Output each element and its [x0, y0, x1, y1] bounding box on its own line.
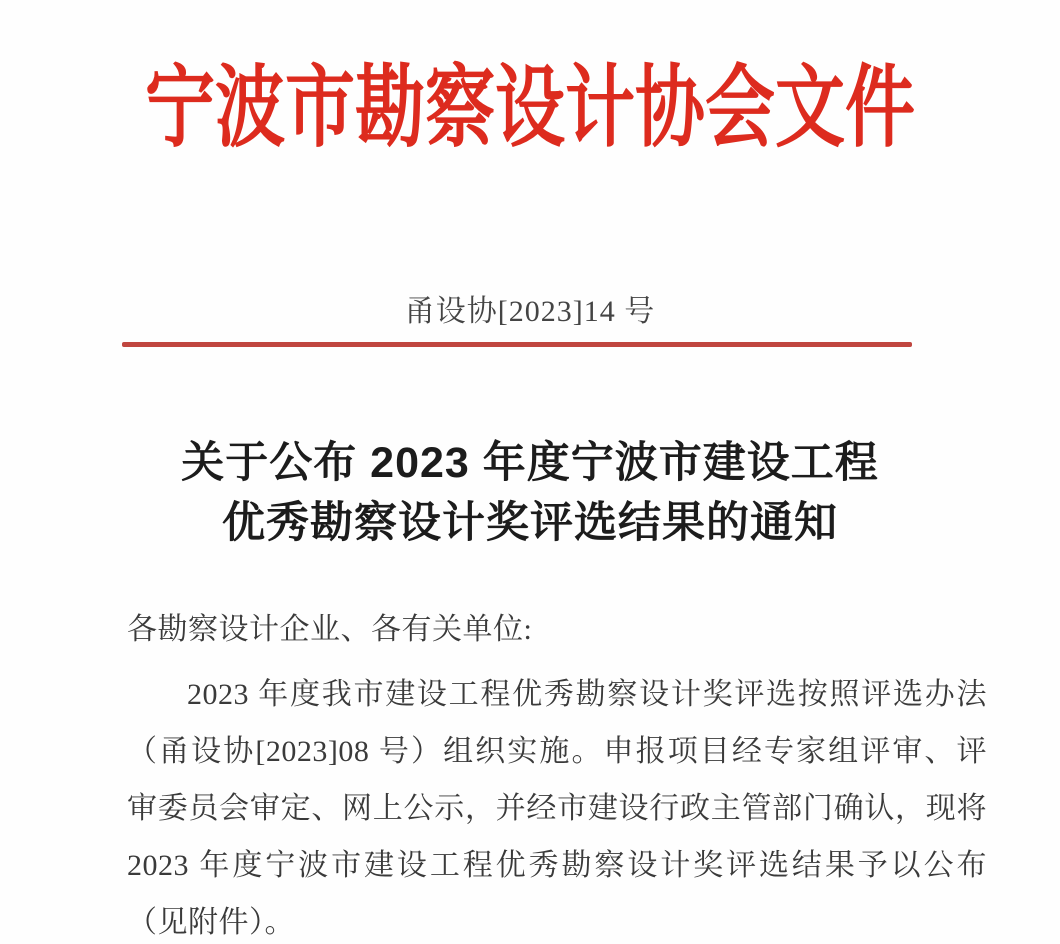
notice-title-line2: 优秀勘察设计奖评选结果的通知 [222, 499, 838, 547]
body-paragraph-line: （见附件）。 [127, 906, 295, 939]
notice-title [0, 433, 1060, 553]
red-divider-rule [122, 342, 912, 347]
notice-title-line1: 关于公布 2023 年度宁波市建设工程 [181, 439, 879, 487]
body-paragraph-line: 2023 年度我市建设工程优秀勘察设计奖评选按照评选办法 [187, 678, 987, 711]
document-number: 甬设协[2023]14 号 [404, 295, 656, 328]
notice-body [127, 601, 987, 944]
letterhead-title: 宁波市勘察设计协会文件 [145, 60, 915, 160]
body-paragraph-line: 2023 年度宁波市建设工程优秀勘察设计奖评选结果予以公布 [127, 849, 987, 882]
document-page [0, 40, 1060, 944]
body-paragraph-line: （甬设协[2023]08 号）组织实施。申报项目经专家组评审、评 [127, 735, 987, 768]
body-paragraph-line: 审委员会审定、网上公示，并经市建设行政主管部门确认，现将 [127, 792, 987, 825]
salutation-line: 各勘察设计企业、各有关单位: [127, 613, 533, 646]
